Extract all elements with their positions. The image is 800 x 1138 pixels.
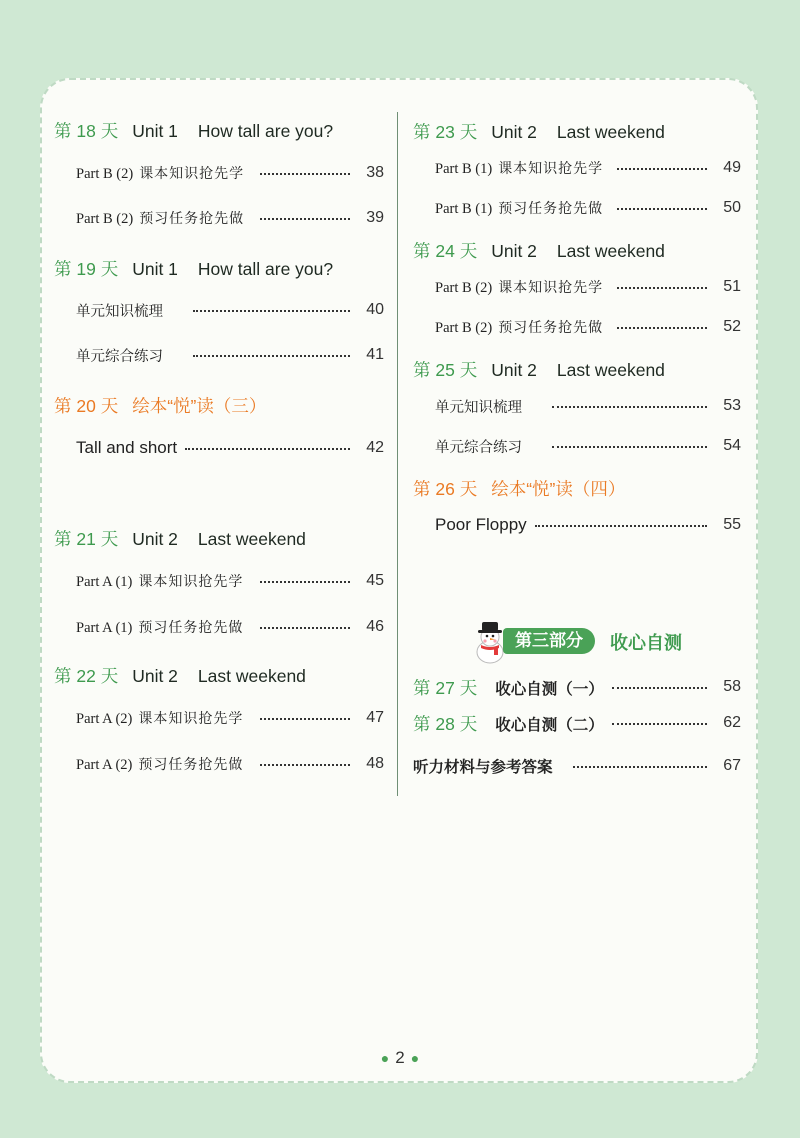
toc-entry[interactable]: Tall and short 42 xyxy=(76,438,384,457)
toc-entry[interactable]: Part B (2) 预习任务抢先做 39 xyxy=(76,209,384,227)
toc-entry[interactable]: Part B (1) 课本知识抢先学 49 xyxy=(435,159,741,177)
page-number: 40 xyxy=(366,301,384,318)
page-number: 41 xyxy=(366,346,384,363)
toc-entry[interactable]: 单元知识梳理 53 xyxy=(435,397,741,416)
page-number: 58 xyxy=(723,678,741,695)
day-18-heading: 第 18 天 Unit 1 How tall are you? xyxy=(54,121,334,141)
footer-page-number: 2 xyxy=(395,1048,405,1067)
toc-entry-answers[interactable]: 听力材料与参考答案 67 xyxy=(413,757,741,776)
toc-entry[interactable]: Part B (1) 预习任务抢先做 50 xyxy=(435,199,741,217)
day-20-heading: 第 20 天 绘本“悦”读（三） xyxy=(54,396,267,416)
page-number: 55 xyxy=(723,516,741,533)
page-number: 42 xyxy=(366,439,384,456)
section-title: 收心自测 xyxy=(610,633,682,654)
page-number: 54 xyxy=(723,437,741,454)
toc-entry-day-28[interactable]: 第 28 天 收心自测（二） 62 xyxy=(413,713,741,734)
page-number: 45 xyxy=(366,572,384,589)
toc-entry[interactable]: Part A (1) 课本知识抢先学 45 xyxy=(76,572,384,590)
day-23-heading: 第 23 天 Unit 2 Last weekend xyxy=(413,122,665,142)
page-number: 49 xyxy=(723,159,741,176)
toc-entry[interactable]: Part A (1) 预习任务抢先做 46 xyxy=(76,618,384,636)
page-number: 51 xyxy=(723,278,741,295)
page-number: 53 xyxy=(723,397,741,414)
section-3-header xyxy=(473,620,713,664)
toc-entry[interactable]: 单元知识梳理 40 xyxy=(76,301,384,320)
toc-entry[interactable]: Part B (2) 课本知识抢先学 38 xyxy=(76,164,384,182)
day-21-heading: 第 21 天 Unit 2 Last weekend xyxy=(54,529,306,549)
bullet-dot-icon: ● xyxy=(380,1050,390,1066)
page-number: 62 xyxy=(723,714,741,731)
day-19-heading: 第 19 天 Unit 1 How tall are you? xyxy=(54,259,334,279)
day-26-heading: 第 26 天 绘本“悦”读（四） xyxy=(413,479,626,499)
day-24-heading: 第 24 天 Unit 2 Last weekend xyxy=(413,241,665,261)
toc-entry[interactable]: Part A (2) 预习任务抢先做 48 xyxy=(76,755,384,773)
page-number: 52 xyxy=(723,318,741,335)
toc-entry[interactable]: Poor Floppy 55 xyxy=(435,515,741,534)
snowman-icon xyxy=(473,620,507,664)
page-footer xyxy=(360,1048,440,1068)
bullet-dot-icon: ● xyxy=(410,1050,420,1066)
page-number: 47 xyxy=(366,709,384,726)
toc-entry[interactable]: Part A (2) 课本知识抢先学 47 xyxy=(76,709,384,727)
page-number: 38 xyxy=(366,164,384,181)
page-number: 39 xyxy=(366,209,384,226)
toc-entry[interactable]: 单元综合练习 54 xyxy=(435,437,741,456)
column-divider xyxy=(397,112,398,796)
day-25-heading: 第 25 天 Unit 2 Last weekend xyxy=(413,360,665,380)
toc-entry[interactable]: Part B (2) 预习任务抢先做 52 xyxy=(435,318,741,336)
page-number: 50 xyxy=(723,199,741,216)
toc-entry[interactable]: 单元综合练习 41 xyxy=(76,346,384,365)
page-number: 67 xyxy=(723,757,741,774)
page-number: 46 xyxy=(366,618,384,635)
page-number: 48 xyxy=(366,755,384,772)
toc-entry[interactable]: Part B (2) 课本知识抢先学 51 xyxy=(435,278,741,296)
toc-entry-day-27[interactable]: 第 27 天 收心自测（一） 58 xyxy=(413,677,741,698)
day-22-heading: 第 22 天 Unit 2 Last weekend xyxy=(54,666,306,686)
section-pill: 第三部分 xyxy=(503,628,595,654)
